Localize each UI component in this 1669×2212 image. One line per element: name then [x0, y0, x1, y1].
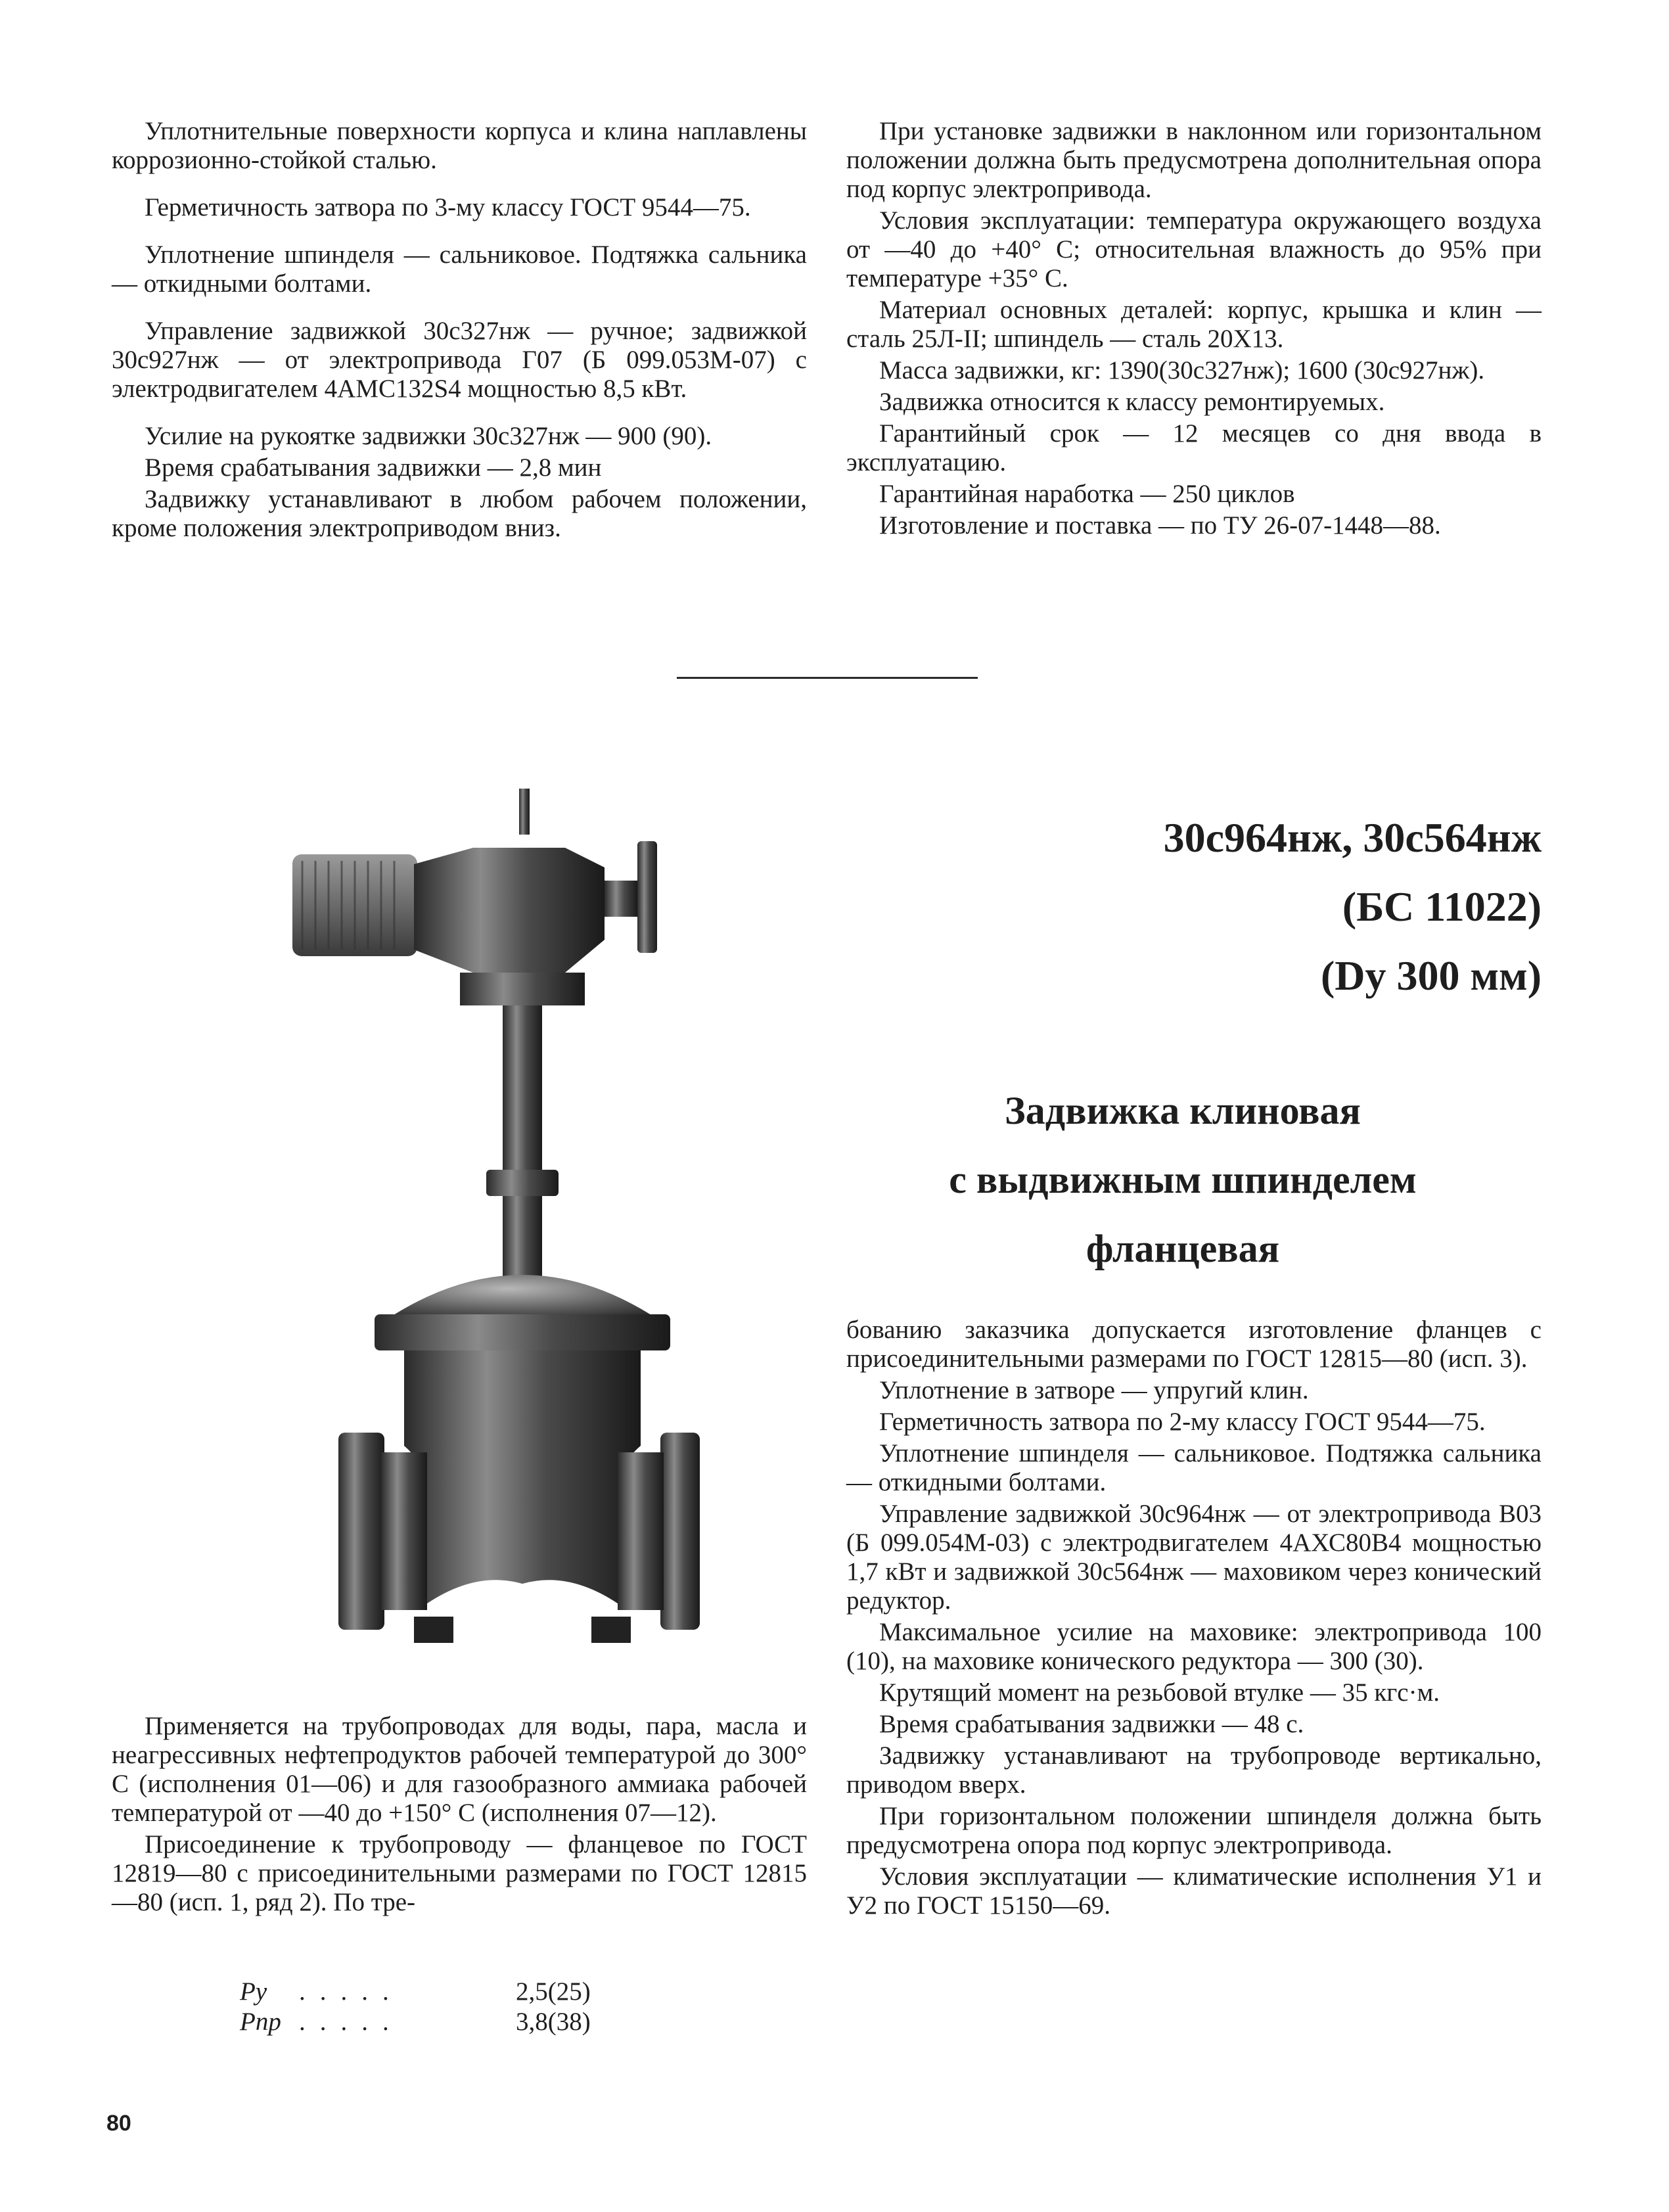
paragraph: Изготовление и поставка — по ТУ 26-07-1448—88.: [879, 511, 1441, 540]
paragraph: При установке задвижки в наклонном или горизонтальном положении должна быть предусмотрена дополнительная опора под корпус электропривода.: [846, 117, 1542, 203]
param-symbol: Pпр: [240, 2008, 281, 2036]
valve-column: [503, 1005, 542, 1295]
paragraph: Условия эксплуатации — климатические исполнения У1 и У2 по ГОСТ 15150—69.: [846, 1862, 1542, 1920]
paragraph: Управление задвижкой 30с327нж — ручное; задвижкой 30с927нж — от электропривода Г07 (Б 099.053М-07) с электродвигателем 4АМС132S4 мощностью 8,5 кВт.: [112, 317, 807, 403]
paragraph: Задвижку устанавливают в любом рабочем положении, кроме положения электроприводом вниз.: [112, 485, 807, 542]
paragraph: Усилие на рукоятке задвижки 30с327нж — 900 (90).: [145, 422, 712, 450]
paragraph: Время срабатывания задвижки — 2,8 мин: [145, 453, 602, 482]
param-dots: .....: [299, 1977, 403, 2006]
param-dots: .....: [299, 2008, 403, 2036]
paragraph: Материал основных деталей: корпус, крышка и клин — сталь 25Л-II; шпиндель — сталь 20Х13.: [846, 296, 1542, 353]
paragraph: Управление задвижкой 30с964нж — от электропривода В03 (Б 099.054М-03) с электродвигателем 4АХС80В4 мощностью 1,7 кВт и задвижкой 30с564нж — маховиком через конический редуктор.: [846, 1500, 1542, 1615]
section-divider: [677, 677, 978, 679]
paragraph: Гарантийная наработка — 250 циклов: [879, 480, 1295, 508]
pressure-params: [240, 1977, 700, 2037]
bottom-left-column: [112, 1712, 807, 1917]
valve-illustration: [276, 782, 703, 1663]
top-left-column: [112, 117, 807, 543]
paragraph: Гарантийный срок — 12 месяцев со дня ввода в эксплуатацию.: [846, 419, 1542, 476]
param-symbol: Pу: [240, 1977, 267, 2006]
param-row: [240, 2007, 700, 2037]
paragraph: Присоединение к трубопроводу — фланцевое по ГОСТ 12819—80 с присоединительными размерами по ГОСТ 12815—80 (исп. 1, ряд 2). По тре-: [112, 1830, 807, 1916]
product-name-line3: фланцевая: [1086, 1227, 1280, 1270]
model-codes: 30с964нж, 30с564нж: [1163, 814, 1542, 861]
paragraph: При горизонтальном положении шпинделя должна быть предусмотрена опора под корпус электропривода.: [846, 1802, 1542, 1859]
param-value: 3,8(38): [516, 2008, 591, 2036]
bs-number: (БС 11022): [1342, 883, 1542, 930]
paragraph: Условия эксплуатации: температура окружающего воздуха от —40 до +40° С; относительная влажность до 95% при температуре +35° С.: [846, 206, 1542, 292]
paragraph: Задвижка относится к классу ремонтируемых.: [879, 388, 1385, 416]
product-name-line2: с выдвижным шпинделем: [949, 1158, 1417, 1201]
valve-bonnet: [384, 1275, 660, 1321]
bottom-right-column: [846, 1316, 1542, 1920]
product-name-line1: Задвижка клиновая: [1005, 1089, 1361, 1132]
paragraph: Уплотнение в затворе — упругий клин.: [879, 1376, 1309, 1404]
paragraph: бованию заказчика допускается изготовление фланцев с присоединительными размерами по ГОСТ 12815—80 (исп. 3).: [846, 1316, 1542, 1373]
paragraph: Уплотнение шпинделя — сальниковое. Подтяжка сальника — откидными болтами.: [846, 1439, 1542, 1496]
nominal-diameter: (Dу 300 мм): [1320, 952, 1542, 999]
valve-flange-left: [338, 1433, 384, 1630]
valve-stem-top: [519, 789, 530, 835]
page-number: 80: [106, 2111, 131, 2136]
valve-side-drive: [605, 881, 637, 917]
param-row: [240, 1977, 700, 2007]
valve-flange-right: [660, 1433, 700, 1630]
paragraph: Задвижку устанавливают на трубопроводе вертикально, приводом вверх.: [846, 1741, 1542, 1799]
paragraph: Уплотнительные поверхности корпуса и клина наплавлены коррозионно-стойкой сталью.: [112, 117, 807, 174]
param-value: 2,5(25): [516, 1977, 591, 2006]
valve-gearbox: [414, 848, 605, 973]
valve-body: [404, 1350, 641, 1603]
paragraph: Герметичность затвора по 3-му классу ГОСТ 9544—75.: [145, 193, 751, 221]
paragraph: Уплотнение шпинделя — сальниковое. Подтяжка сальника — откидными болтами.: [112, 241, 807, 298]
paragraph: Максимальное усилие на маховике: электропривода 100 (10), на маховике конического редуктора — 300 (30).: [846, 1618, 1542, 1675]
paragraph: Применяется на трубопроводах для воды, пара, масла и неагрессивных нефтепродуктов рабочей температурой до 300° С (исполнения 01—06) и для газообразного аммиака рабочей температурой от —40 до +150° С (исполнения 07—12).: [112, 1712, 807, 1827]
top-right-column: [846, 117, 1542, 540]
paragraph: Масса задвижки, кг: 1390(30с327нж); 1600 (30с927нж).: [879, 356, 1485, 384]
paragraph: Крутящий момент на резьбовой втулке — 35 кгс·м.: [879, 1678, 1440, 1707]
paragraph: Время срабатывания задвижки — 48 с.: [879, 1710, 1304, 1738]
paragraph: Герметичность затвора по 2-му классу ГОСТ 9544—75.: [879, 1408, 1486, 1436]
